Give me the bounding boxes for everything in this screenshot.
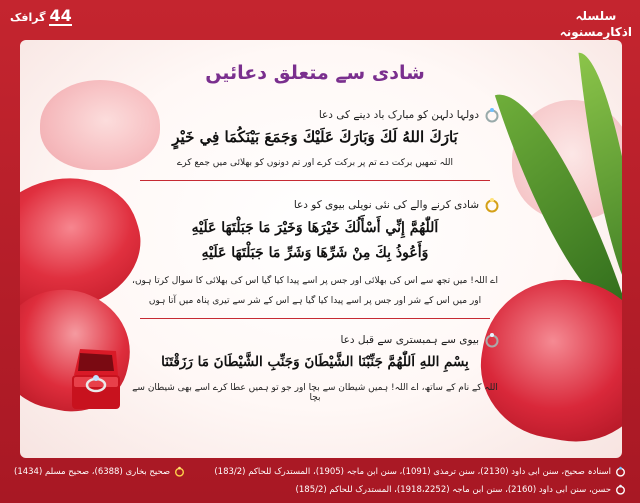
ring-icon bbox=[484, 332, 500, 348]
dua-translation-2b: اور میں اس کے شر اور جس پر اسے پیدا کیا گیا ہے اس کے شر سے تیری پناہ میں آتا ہوں bbox=[148, 296, 482, 306]
dua-translation-1: اللہ تمھیں برکت دے تم پر برکت کرے اور تم دونوں کو بھلائی میں جمع کرے bbox=[176, 158, 454, 168]
duas-content bbox=[130, 40, 500, 458]
section-divider bbox=[140, 318, 490, 319]
section-heading-text: شادی کرنے والے کی نئی نویلی بیوی کو دعا bbox=[293, 199, 479, 211]
dua-arabic-2b: وَأَعُوذُ بِكَ مِنْ شَرِّهَا وَشَرِّ مَا جَبَلْتَهَا عَلَيْهِ bbox=[201, 245, 429, 261]
ring-box-icon bbox=[68, 345, 124, 415]
ring-icon bbox=[484, 107, 500, 123]
dua-translation-2a: اے اللہ! میں تجھ سے اس کی بھلائی اور جس پر اسے پیدا کیا گیا اس کی بھلائی کا سوال کرتا ہوں، bbox=[132, 276, 498, 286]
section-heading-text: دولہا دلہن کو مبارک باد دینے کی دعا bbox=[318, 109, 479, 121]
ring-icon bbox=[484, 197, 500, 213]
dua-arabic-1: بَارَكَ اللهُ لَكَ وَبَارَكَ عَلَيْكَ وَجَمَعَ بَيْنَكُمَا فِي خَيْرٍ bbox=[172, 128, 458, 146]
section-divider bbox=[140, 180, 490, 181]
ring-icon bbox=[174, 466, 185, 477]
section-heading-text: بیوی سے ہمبستری سے قبل دعا bbox=[340, 334, 479, 346]
reference-2 bbox=[14, 466, 185, 477]
content-panel bbox=[20, 40, 622, 458]
ring-icon bbox=[615, 466, 626, 477]
brand-line-2: اذکارِمسنونہ bbox=[559, 25, 632, 39]
section-heading-2 bbox=[130, 197, 500, 213]
page-title: شادی سے متعلق دعائیں bbox=[205, 62, 425, 84]
series-brand bbox=[560, 8, 632, 40]
ring-icon bbox=[615, 484, 626, 495]
reference-text: حسن، سنن ابی داود (2160)، سنن ابن ماجہ (1918،2252)، المستدرک للحاکم (185/2) bbox=[295, 485, 611, 495]
graphic-number-badge bbox=[10, 8, 72, 26]
section-heading-1 bbox=[130, 107, 500, 123]
reference-text: صحیح بخاری (6388)، صحیح مسلم (1434) bbox=[14, 466, 171, 477]
brand-line-1: سلسلہ bbox=[575, 9, 617, 23]
references-footer bbox=[0, 460, 640, 503]
graphic-label: گرافک bbox=[10, 10, 46, 24]
reference-1 bbox=[214, 466, 626, 477]
dua-arabic-3: بِسْمِ اللهِ اَللّٰهُمَّ جَنِّبْنَا الشَّيْطَانَ وَجَنِّبِ الشَّيْطَانَ مَا رَزَقْتَنَا bbox=[161, 354, 469, 370]
dua-translation-3: اللہ کے نام کے ساتھ، اے اللہ! ہمیں شیطان سے بچا اور جو تو ہمیں عطا کرے اسے بھی شیطان سے بچا bbox=[132, 383, 498, 403]
dua-arabic-2a: اَللّٰهُمَّ إِنِّي أَسْأَلُكَ خَيْرَهَا وَخَيْرَ مَا جَبَلْتَهَا عَلَيْهِ bbox=[191, 220, 439, 236]
reference-3 bbox=[296, 484, 626, 495]
section-heading-3 bbox=[130, 332, 500, 348]
graphic-number: 44 bbox=[49, 6, 72, 25]
reference-text: اسنادہ صحیح، سنن ابی داود (2130)، سنن ترمذی (1091)، سنن ابن ماجہ (1905)، المستدرک للحاکم (183/2) bbox=[214, 467, 611, 477]
